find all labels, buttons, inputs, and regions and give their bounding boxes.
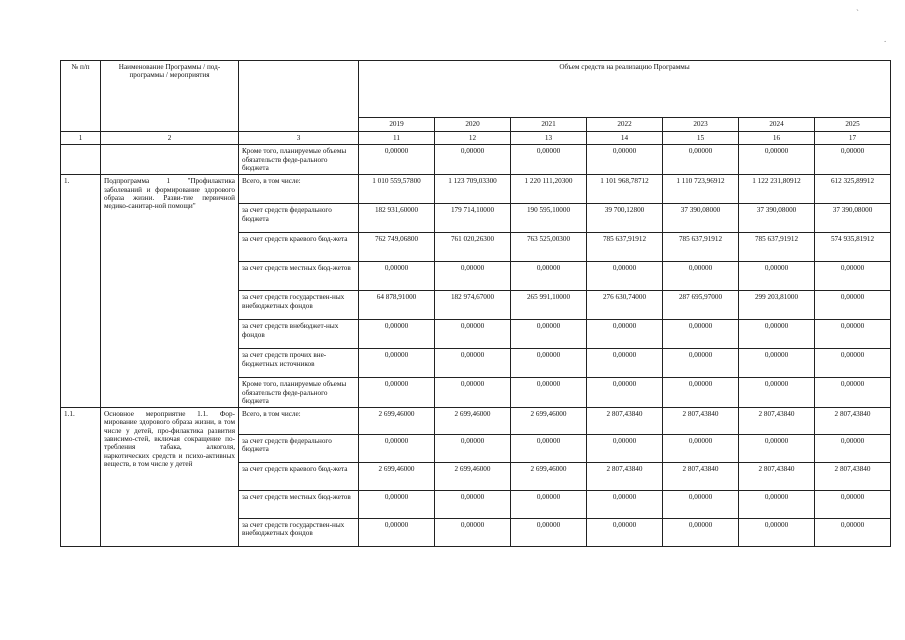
amount-cell: 2 807,43840	[739, 463, 815, 491]
amount-cell: 0,00000	[359, 491, 435, 519]
amount-cell: 1 220 111,20300	[511, 175, 587, 204]
corner-mark: `	[856, 8, 859, 18]
amount-cell: 0,00000	[587, 519, 663, 547]
amount-cell: 612 325,89912	[815, 175, 891, 204]
amount-cell: 0,00000	[663, 491, 739, 519]
amount-cell: 2 699,46000	[435, 463, 511, 491]
amount-cell: 0,00000	[359, 349, 435, 378]
year-cell: 2021	[511, 118, 587, 132]
row-number: 1.	[61, 175, 101, 408]
amount-cell: 0,00000	[739, 491, 815, 519]
funding-source: Кроме того, планируемые объемы обязательств феде-рального бюджета	[239, 145, 359, 175]
amount-cell: 574 935,81912	[815, 233, 891, 262]
amount-cell: 0,00000	[739, 378, 815, 408]
amount-cell: 37 390,08000	[663, 204, 739, 233]
amount-cell: 785 637,91912	[739, 233, 815, 262]
amount-cell: 265 991,10000	[511, 291, 587, 320]
amount-cell: 299 203,81000	[739, 291, 815, 320]
index-cell: 11	[359, 132, 435, 145]
amount-cell: 2 699,46000	[511, 408, 587, 435]
amount-cell: 0,00000	[359, 519, 435, 547]
index-row	[61, 132, 891, 145]
index-cell: 14	[587, 132, 663, 145]
amount-cell: 0,00000	[587, 435, 663, 463]
funding-source: за счет средств внебюджет-ных фондов	[239, 320, 359, 349]
funding-source: за счет средств краевого бюд-жета	[239, 233, 359, 262]
amount-cell: 0,00000	[663, 519, 739, 547]
amount-cell: 1 123 709,03300	[435, 175, 511, 204]
amount-cell: 1 110 723,96912	[663, 175, 739, 204]
amount-cell: 0,00000	[815, 519, 891, 547]
program-name	[101, 145, 239, 175]
amount-cell: 0,00000	[511, 145, 587, 175]
amount-cell: 0,00000	[587, 145, 663, 175]
funding-table	[60, 60, 891, 547]
amount-cell: 2 807,43840	[663, 408, 739, 435]
program-name: Основное мероприятие 1.1. Фор-мирование здорового образа жизни, в том числе у детей, про-филактика развития зависимо-стей, включая сокращение по-требления табака, алкоголя, наркотических средств и психо-активных веществ, в том числе у детей	[101, 408, 239, 547]
amount-cell: 0,00000	[587, 262, 663, 291]
funding-source: за счет средств краевого бюд-жета	[239, 463, 359, 491]
amount-cell: 0,00000	[739, 145, 815, 175]
funding-source: за счет средств государствен-ных внебюджетных фондов	[239, 291, 359, 320]
amount-cell: 2 807,43840	[663, 463, 739, 491]
table-row	[61, 408, 891, 435]
amount-cell: 0,00000	[359, 262, 435, 291]
amount-cell: 0,00000	[435, 435, 511, 463]
header-row	[61, 61, 891, 118]
amount-cell: 0,00000	[815, 378, 891, 408]
amount-cell: 0,00000	[511, 349, 587, 378]
amount-cell: 761 020,26300	[435, 233, 511, 262]
amount-cell: 0,00000	[435, 491, 511, 519]
header-source	[239, 61, 359, 132]
year-cell: 2023	[663, 118, 739, 132]
amount-cell: 0,00000	[739, 435, 815, 463]
year-cell: 2019	[359, 118, 435, 132]
funding-source: за счет средств местных бюд-жетов	[239, 491, 359, 519]
index-cell: 15	[663, 132, 739, 145]
amount-cell: 0,00000	[587, 349, 663, 378]
amount-cell: 763 525,00300	[511, 233, 587, 262]
amount-cell: 0,00000	[739, 320, 815, 349]
amount-cell: 0,00000	[435, 262, 511, 291]
index-cell: 3	[239, 132, 359, 145]
funding-source: за счет средств местных бюд-жетов	[239, 262, 359, 291]
amount-cell: 0,00000	[511, 378, 587, 408]
amount-cell: 0,00000	[815, 145, 891, 175]
funding-source: Всего, в том числе:	[239, 175, 359, 204]
funding-source: Всего, в том числе:	[239, 408, 359, 435]
header-name: Наименование Программы / под-программы / мероприятия	[101, 61, 239, 132]
amount-cell: 2 807,43840	[739, 408, 815, 435]
year-cell: 2020	[435, 118, 511, 132]
amount-cell: 0,00000	[359, 320, 435, 349]
amount-cell: 0,00000	[739, 519, 815, 547]
amount-cell: 2 699,46000	[435, 408, 511, 435]
year-cell: 2022	[587, 118, 663, 132]
amount-cell: 785 637,91912	[587, 233, 663, 262]
funding-source: Кроме того, планируемые объемы обязательств феде-рального бюджета	[239, 378, 359, 408]
amount-cell: 2 807,43840	[815, 463, 891, 491]
amount-cell: 37 390,08000	[815, 204, 891, 233]
amount-cell: 0,00000	[359, 435, 435, 463]
funding-source: за счет средств федерального бюджета	[239, 435, 359, 463]
amount-cell: 0,00000	[815, 320, 891, 349]
amount-cell: 0,00000	[663, 378, 739, 408]
amount-cell: 190 595,10000	[511, 204, 587, 233]
amount-cell: 0,00000	[511, 262, 587, 291]
amount-cell: 0,00000	[663, 435, 739, 463]
funding-source: за счет средств федерального бюджета	[239, 204, 359, 233]
funding-source: за счет средств прочих вне-бюджетных источников	[239, 349, 359, 378]
amount-cell: 0,00000	[815, 435, 891, 463]
index-cell: 17	[815, 132, 891, 145]
amount-cell: 39 700,12800	[587, 204, 663, 233]
year-cell: 2024	[739, 118, 815, 132]
table-row	[61, 145, 891, 175]
amount-cell: 182 974,67000	[435, 291, 511, 320]
amount-cell: 1 101 968,78712	[587, 175, 663, 204]
amount-cell: 2 807,43840	[587, 408, 663, 435]
amount-cell: 0,00000	[435, 519, 511, 547]
amount-cell: 0,00000	[435, 320, 511, 349]
amount-cell: 0,00000	[815, 491, 891, 519]
amount-cell: 0,00000	[435, 349, 511, 378]
funding-source: за счет средств государствен-ных внебюджетных фондов	[239, 519, 359, 547]
row-number: 1.1.	[61, 408, 101, 547]
amount-cell: 1 010 559,57800	[359, 175, 435, 204]
amount-cell: 0,00000	[511, 519, 587, 547]
amount-cell: 0,00000	[587, 378, 663, 408]
header-funding: Объем средств на реализацию Программы	[359, 61, 891, 118]
header-num: № п/п	[61, 61, 101, 132]
amount-cell: 64 878,91000	[359, 291, 435, 320]
amount-cell: 179 714,10000	[435, 204, 511, 233]
program-name: Подпрограмма 1 "Профилактика заболеваний и формирование здорового образа жизни. Разви-тие первичной медико-санитар-ной помощи"	[101, 175, 239, 408]
amount-cell: 2 699,46000	[511, 463, 587, 491]
amount-cell: 2 807,43840	[587, 463, 663, 491]
amount-cell: 0,00000	[435, 145, 511, 175]
amount-cell: 0,00000	[435, 378, 511, 408]
amount-cell: 0,00000	[739, 349, 815, 378]
index-cell: 1	[61, 132, 101, 145]
amount-cell: 0,00000	[511, 491, 587, 519]
corner-dot: .	[884, 34, 887, 44]
amount-cell: 182 931,60000	[359, 204, 435, 233]
amount-cell: 0,00000	[815, 262, 891, 291]
amount-cell: 37 390,08000	[739, 204, 815, 233]
amount-cell: 0,00000	[359, 378, 435, 408]
index-cell: 16	[739, 132, 815, 145]
amount-cell: 0,00000	[663, 262, 739, 291]
amount-cell: 0,00000	[587, 320, 663, 349]
index-cell: 12	[435, 132, 511, 145]
amount-cell: 0,00000	[511, 320, 587, 349]
amount-cell: 276 630,74000	[587, 291, 663, 320]
amount-cell: 762 749,06800	[359, 233, 435, 262]
row-number	[61, 145, 101, 175]
amount-cell: 2 699,46000	[359, 408, 435, 435]
year-cell: 2025	[815, 118, 891, 132]
index-cell: 2	[101, 132, 239, 145]
amount-cell: 2 699,46000	[359, 463, 435, 491]
amount-cell: 0,00000	[511, 435, 587, 463]
index-cell: 13	[511, 132, 587, 145]
amount-cell: 0,00000	[739, 262, 815, 291]
amount-cell: 0,00000	[587, 491, 663, 519]
amount-cell: 2 807,43840	[815, 408, 891, 435]
amount-cell: 0,00000	[663, 145, 739, 175]
amount-cell: 0,00000	[359, 145, 435, 175]
amount-cell: 785 637,91912	[663, 233, 739, 262]
table-row	[61, 175, 891, 204]
amount-cell: 0,00000	[815, 349, 891, 378]
amount-cell: 287 695,97000	[663, 291, 739, 320]
amount-cell: 0,00000	[663, 349, 739, 378]
amount-cell: 1 122 231,80912	[739, 175, 815, 204]
amount-cell: 0,00000	[663, 320, 739, 349]
amount-cell: 0,00000	[815, 291, 891, 320]
